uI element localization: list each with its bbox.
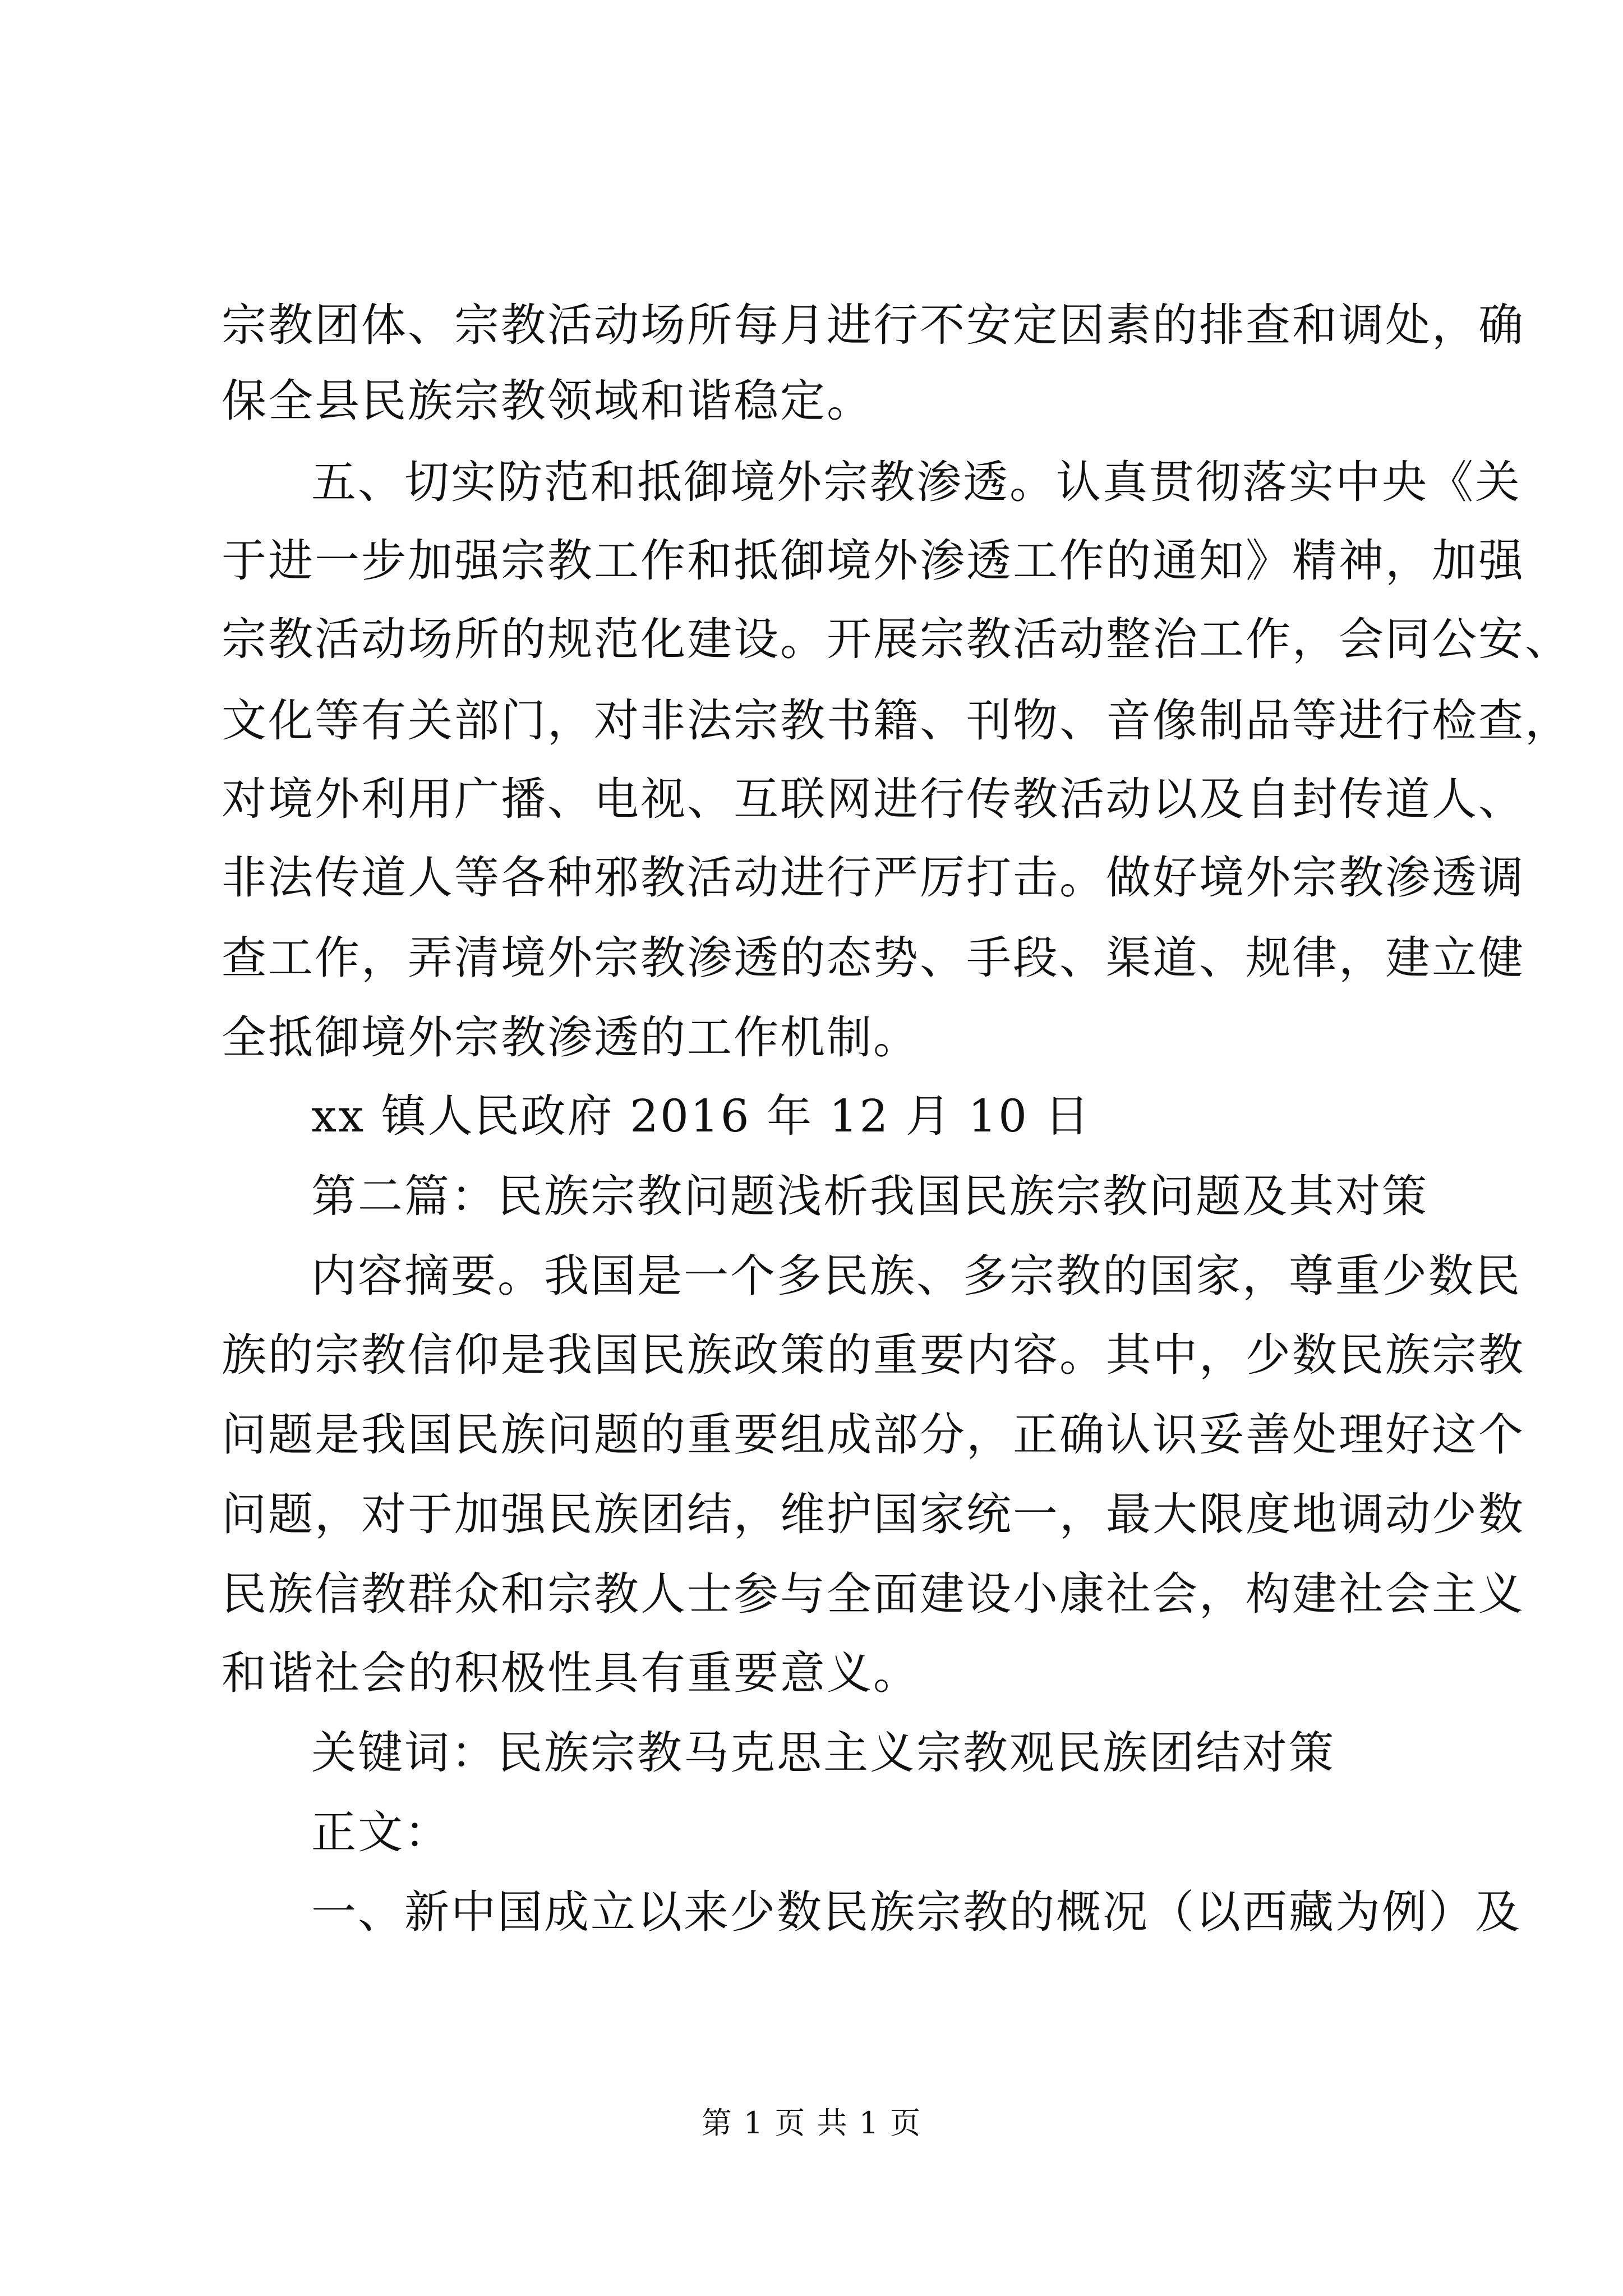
- paragraph-line: 问题是我国民族问题的重要组成部分，正确认识妥善处理好这个: [222, 1409, 1525, 1461]
- paragraph-line: 一、新中国成立以来少数民族宗教的概况（以西藏为例）及: [311, 1886, 1521, 1938]
- paragraph-line: 和谐社会的积极性具有重要意义。: [222, 1647, 920, 1699]
- section-heading: 第二篇：民族宗教问题浅析我国民族宗教问题及其对策: [311, 1170, 1428, 1222]
- paragraph-line: 民族信教群众和宗教人士参与全面建设小康社会，构建社会主义: [222, 1568, 1525, 1620]
- paragraph-line: 全抵御境外宗教渗透的工作机制。: [222, 1011, 920, 1064]
- signature-date-line: xx 镇人民政府 2016 年 12 月 10 日: [311, 1090, 1091, 1142]
- paragraph-line: 宗教团体、宗教活动场所每月进行不安定因素的排查和调处，确: [222, 299, 1525, 351]
- keywords-line: 关键词：民族宗教马克思主义宗教观民族团结对策: [311, 1727, 1335, 1779]
- paragraph-line: 非法传道人等各种邪教活动进行严厉打击。做好境外宗教渗透调: [222, 852, 1525, 904]
- paragraph-line: 宗教活动场所的规范化建设。开展宗教活动整治工作，会同公安、: [222, 613, 1571, 665]
- paragraph-line: 查工作，弄清境外宗教渗透的态势、手段、渠道、规律，建立健: [222, 932, 1525, 984]
- paragraph-line: 对境外利用广播、电视、互联网进行传教活动以及自封传道人、: [222, 773, 1525, 825]
- paragraph-line: 文化等有关部门，对非法宗教书籍、刊物、音像制品等进行检查，: [222, 694, 1571, 747]
- paragraph-line: 问题，对于加强民族团结，维护国家统一，最大限度地调动少数: [222, 1488, 1525, 1540]
- paragraph-line: 于进一步加强宗教工作和抵御境外渗透工作的通知》精神，加强: [222, 535, 1525, 587]
- body-label: 正文：: [311, 1806, 451, 1858]
- paragraph-line: 内容摘要。我国是一个多民族、多宗教的国家，尊重少数民: [311, 1250, 1521, 1302]
- page-footer: 第 1 页 共 1 页: [701, 2105, 922, 2141]
- paragraph-line: 保全县民族宗教领域和谐稳定。: [222, 375, 873, 427]
- paragraph-line: 族的宗教信仰是我国民族政策的重要内容。其中，少数民族宗教: [222, 1329, 1525, 1381]
- paragraph-line: 五、切实防范和抵御境外宗教渗透。认真贯彻落实中央《关: [311, 456, 1521, 508]
